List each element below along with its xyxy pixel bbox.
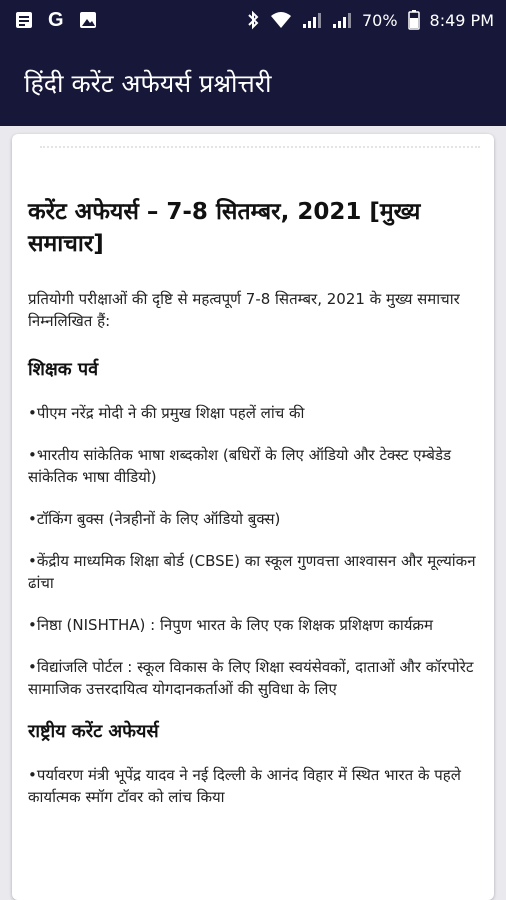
section-heading-national: राष्ट्रीय करेंट अफेयर्स [28, 721, 159, 742]
list-item: •पर्यावरण मंत्री भूपेंद्र यादव ने नई दिल्ली के आनंद विहार में स्थित भारत के पहले कार्यात्मक स्मॉग टॉवर को लांच किया [28, 766, 461, 806]
battery-percent: 70% [361, 10, 398, 30]
list-item: •निष्ठा (NISHTHA) : निपुण भारत के लिए एक शिक्षक प्रशिक्षण कार्यक्रम [28, 616, 433, 634]
google-icon: G [48, 8, 64, 31]
list-item: •टॉकिंग बुक्स (नेत्रहीनों के लिए ऑडियो बुक्स) [28, 510, 281, 528]
status-left-icons [14, 9, 98, 32]
section-heading-shikshak-parv: शिक्षक पर्व [28, 359, 99, 380]
bluetooth-icon [246, 10, 260, 30]
status-right-icons [246, 10, 494, 30]
app-title: हिंदी करेंट अफेयर्स प्रश्नोत्तरी [24, 69, 272, 98]
image-icon [78, 10, 98, 30]
notes-icon [14, 10, 34, 30]
signal-icon-2 [332, 11, 352, 29]
article-body [12, 134, 494, 808]
app-bar [0, 40, 506, 126]
wifi-icon [270, 11, 292, 29]
signal-icon [302, 11, 322, 29]
status-bar [0, 0, 506, 40]
dotted-divider [40, 146, 480, 152]
article-intro: प्रतियोगी परीक्षाओं की दृष्टि से महत्वपूर्ण 7-8 सितम्बर, 2021 के मुख्य समाचार निम्नलिखित हैं: [28, 290, 460, 330]
list-item: •भारतीय सांकेतिक भाषा शब्दकोश (बधिरों के लिए ऑडियो और टेक्स्ट एम्बेडेड सांकेतिक भाषा वीडियो) [28, 446, 452, 486]
article-title: करेंट अफेयर्स – 7-8 सितम्बर, 2021 [मुख्य समाचार] [28, 199, 421, 257]
list-item: •विद्यांजलि पोर्टल : स्कूल विकास के लिए शिक्षा स्वयंसेवकों, दाताओं और कॉरपोरेट सामाजिक उत्तरदायित्व योगदानकर्ताओं की सुविधा के लिए [28, 658, 474, 698]
battery-icon [408, 10, 420, 30]
list-item: •केंद्रीय माध्यमिक शिक्षा बोर्ड (CBSE) का स्कूल गुणवत्ता आश्वासन और मूल्यांकन ढांचा [28, 552, 476, 592]
clock: 8:49 PM [429, 10, 494, 30]
article-card[interactable] [12, 134, 494, 900]
list-item: •पीएम नरेंद्र मोदी ने की प्रमुख शिक्षा पहलें लांच की [28, 404, 305, 422]
